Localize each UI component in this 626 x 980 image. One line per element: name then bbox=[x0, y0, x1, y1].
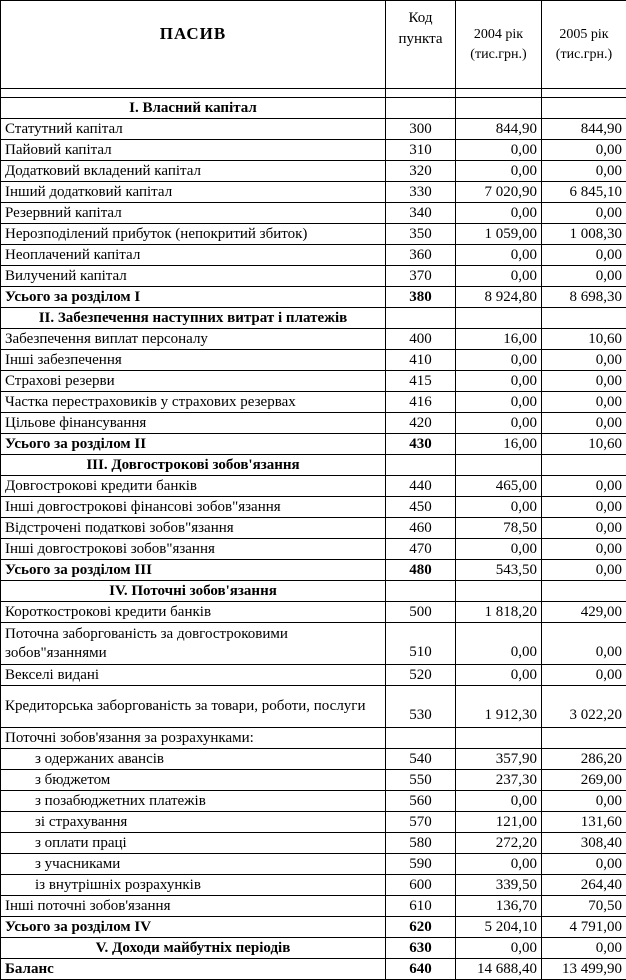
table-row bbox=[1, 539, 626, 560]
table-row bbox=[1, 791, 626, 812]
row-label: Страхові резерви bbox=[1, 371, 386, 392]
row-value-2005: 844,90 bbox=[542, 119, 626, 140]
row-value-2005: 0,00 bbox=[542, 392, 626, 413]
row-code: 470 bbox=[386, 539, 456, 560]
row-label: з одержаних авансів bbox=[1, 749, 386, 770]
row-code: 540 bbox=[386, 749, 456, 770]
row-value-2005: 4 791,00 bbox=[542, 917, 626, 938]
row-code: 350 bbox=[386, 224, 456, 245]
row-code: 330 bbox=[386, 182, 456, 203]
row-label: Інші довгострокові зобов"язання bbox=[1, 539, 386, 560]
row-label: Усього за розділом I bbox=[1, 287, 386, 308]
row-label: Інші поточні зобов'язання bbox=[1, 896, 386, 917]
row-value-2004: 0,00 bbox=[456, 665, 542, 686]
row-value-2005: 286,20 bbox=[542, 749, 626, 770]
row-value-2005: 0,00 bbox=[542, 350, 626, 371]
table-row bbox=[1, 476, 626, 497]
row-label: Баланс bbox=[1, 959, 386, 980]
row-value-2004: 0,00 bbox=[456, 938, 542, 959]
row-label: Вилучений капітал bbox=[1, 266, 386, 287]
row-value-2004: 0,00 bbox=[456, 623, 542, 665]
table-row bbox=[1, 812, 626, 833]
row-value-2004: 1 059,00 bbox=[456, 224, 542, 245]
row-value-2004: 1 912,30 bbox=[456, 686, 542, 728]
row-value-2004: 0,00 bbox=[456, 350, 542, 371]
row-code bbox=[386, 308, 456, 329]
row-code: 530 bbox=[386, 686, 456, 728]
row-label: Довгострокові кредити банків bbox=[1, 476, 386, 497]
table-row bbox=[1, 224, 626, 245]
row-code: 415 bbox=[386, 371, 456, 392]
row-label: Нерозподілений прибуток (непокритий збиток) bbox=[1, 224, 386, 245]
table-row bbox=[1, 770, 626, 791]
row-value-2005: 10,60 bbox=[542, 329, 626, 350]
row-value-2005: 0,00 bbox=[542, 476, 626, 497]
row-value-2005: 429,00 bbox=[542, 602, 626, 623]
row-value-2004 bbox=[456, 728, 542, 749]
row-label: Інші довгострокові фінансові зобов"язання bbox=[1, 497, 386, 518]
row-value-2005: 308,40 bbox=[542, 833, 626, 854]
row-value-2005 bbox=[542, 455, 626, 476]
row-value-2005 bbox=[542, 581, 626, 602]
row-code: 450 bbox=[386, 497, 456, 518]
row-label: IV. Поточні зобов'язання bbox=[1, 581, 386, 602]
row-value-2004: 0,00 bbox=[456, 791, 542, 812]
row-value-2004: 0,00 bbox=[456, 539, 542, 560]
row-value-2004: 272,20 bbox=[456, 833, 542, 854]
table-row bbox=[1, 455, 626, 476]
row-value-2004: 136,70 bbox=[456, 896, 542, 917]
row-value-2004: 465,00 bbox=[456, 476, 542, 497]
row-label: із внутрішніх розрахунків bbox=[1, 875, 386, 896]
column-header-code-line1: Код bbox=[408, 10, 433, 26]
table-row bbox=[1, 854, 626, 875]
row-value-2004 bbox=[456, 89, 542, 98]
row-code: 520 bbox=[386, 665, 456, 686]
row-label: Інші забезпечення bbox=[1, 350, 386, 371]
row-label: Частка перестраховиків у страхових резервах bbox=[1, 392, 386, 413]
row-value-2004: 0,00 bbox=[456, 266, 542, 287]
row-value-2004: 16,00 bbox=[456, 329, 542, 350]
column-header-2004-line1: 2004 рік bbox=[473, 27, 524, 42]
row-value-2004: 5 204,10 bbox=[456, 917, 542, 938]
row-value-2005: 0,00 bbox=[542, 497, 626, 518]
row-value-2005: 0,00 bbox=[542, 854, 626, 875]
row-code: 510 bbox=[386, 623, 456, 665]
row-label bbox=[1, 89, 386, 98]
table-row bbox=[1, 287, 626, 308]
row-code: 500 bbox=[386, 602, 456, 623]
row-label: Відстрочені податкові зобов"язання bbox=[1, 518, 386, 539]
row-value-2004 bbox=[456, 455, 542, 476]
table-row bbox=[1, 119, 626, 140]
row-value-2004: 1 818,20 bbox=[456, 602, 542, 623]
table-row bbox=[1, 665, 626, 686]
row-value-2005: 0,00 bbox=[542, 245, 626, 266]
table-row bbox=[1, 266, 626, 287]
table-row bbox=[1, 140, 626, 161]
row-value-2004: 78,50 bbox=[456, 518, 542, 539]
row-value-2004: 121,00 bbox=[456, 812, 542, 833]
table-row bbox=[1, 749, 626, 770]
row-value-2005: 3 022,20 bbox=[542, 686, 626, 728]
row-label: Резервний капітал bbox=[1, 203, 386, 224]
row-value-2004: 0,00 bbox=[456, 854, 542, 875]
row-label: Векселі видані bbox=[1, 665, 386, 686]
row-value-2005: 131,60 bbox=[542, 812, 626, 833]
table-row bbox=[1, 959, 626, 980]
row-value-2005: 6 845,10 bbox=[542, 182, 626, 203]
row-value-2004 bbox=[456, 98, 542, 119]
row-value-2005: 0,00 bbox=[542, 665, 626, 686]
row-value-2004: 0,00 bbox=[456, 161, 542, 182]
row-label: III. Довгострокові зобов'язання bbox=[1, 455, 386, 476]
row-label: Інший додатковий капітал bbox=[1, 182, 386, 203]
row-value-2005: 0,00 bbox=[542, 266, 626, 287]
row-code: 610 bbox=[386, 896, 456, 917]
row-code: 360 bbox=[386, 245, 456, 266]
column-header-2005-line2: (тис.грн.) bbox=[555, 46, 613, 62]
row-value-2005: 0,00 bbox=[542, 203, 626, 224]
row-label: Додатковий вкладений капітал bbox=[1, 161, 386, 182]
row-value-2004: 14 688,40 bbox=[456, 959, 542, 980]
row-value-2005: 0,00 bbox=[542, 371, 626, 392]
row-value-2005: 70,50 bbox=[542, 896, 626, 917]
row-value-2005 bbox=[542, 89, 626, 98]
table-row bbox=[1, 245, 626, 266]
row-code: 380 bbox=[386, 287, 456, 308]
row-code: 410 bbox=[386, 350, 456, 371]
table-row bbox=[1, 686, 626, 728]
row-code: 416 bbox=[386, 392, 456, 413]
row-value-2004: 844,90 bbox=[456, 119, 542, 140]
row-value-2005 bbox=[542, 98, 626, 119]
row-value-2005: 0,00 bbox=[542, 539, 626, 560]
row-label: Статутний капітал bbox=[1, 119, 386, 140]
row-value-2005 bbox=[542, 728, 626, 749]
row-value-2004 bbox=[456, 581, 542, 602]
row-value-2004: 0,00 bbox=[456, 413, 542, 434]
table-row bbox=[1, 623, 626, 665]
row-label: з оплати праці bbox=[1, 833, 386, 854]
row-label: Усього за розділом IV bbox=[1, 917, 386, 938]
table-row bbox=[1, 203, 626, 224]
row-code: 550 bbox=[386, 770, 456, 791]
row-value-2004: 543,50 bbox=[456, 560, 542, 581]
table-header-row bbox=[1, 1, 626, 89]
row-code: 620 bbox=[386, 917, 456, 938]
table-row bbox=[1, 938, 626, 959]
table-row bbox=[1, 329, 626, 350]
table-row bbox=[1, 371, 626, 392]
row-label: Поточні зобов'язання за розрахунками: bbox=[1, 728, 386, 749]
row-value-2004: 0,00 bbox=[456, 497, 542, 518]
table-row bbox=[1, 560, 626, 581]
row-label: Забезпечення виплат персоналу bbox=[1, 329, 386, 350]
row-value-2005: 0,00 bbox=[542, 140, 626, 161]
row-label: зі страхування bbox=[1, 812, 386, 833]
table-row bbox=[1, 518, 626, 539]
column-header-passive: ПАСИВ bbox=[1, 1, 386, 89]
row-code bbox=[386, 455, 456, 476]
row-code: 630 bbox=[386, 938, 456, 959]
row-label: Цільове фінансування bbox=[1, 413, 386, 434]
table-row bbox=[1, 602, 626, 623]
row-value-2005: 8 698,30 bbox=[542, 287, 626, 308]
row-code: 370 bbox=[386, 266, 456, 287]
row-label: Неоплачений капітал bbox=[1, 245, 386, 266]
row-value-2004: 0,00 bbox=[456, 203, 542, 224]
row-code: 320 bbox=[386, 161, 456, 182]
row-label: Усього за розділом III bbox=[1, 560, 386, 581]
column-header-2004-line2: (тис.грн.) bbox=[470, 46, 527, 62]
column-header-code bbox=[386, 1, 456, 89]
row-code: 430 bbox=[386, 434, 456, 455]
table-row bbox=[1, 497, 626, 518]
row-value-2005: 13 499,90 bbox=[542, 959, 626, 980]
row-code: 460 bbox=[386, 518, 456, 539]
table-row bbox=[1, 896, 626, 917]
row-code bbox=[386, 89, 456, 98]
row-value-2005 bbox=[542, 308, 626, 329]
row-code: 340 bbox=[386, 203, 456, 224]
row-label: з бюджетом bbox=[1, 770, 386, 791]
row-value-2004: 8 924,80 bbox=[456, 287, 542, 308]
row-code: 640 bbox=[386, 959, 456, 980]
table-row bbox=[1, 392, 626, 413]
row-value-2005: 0,00 bbox=[542, 413, 626, 434]
row-label: I. Власний капітал bbox=[1, 98, 386, 119]
row-value-2005: 10,60 bbox=[542, 434, 626, 455]
row-code: 600 bbox=[386, 875, 456, 896]
row-label: Усього за розділом II bbox=[1, 434, 386, 455]
row-code: 590 bbox=[386, 854, 456, 875]
row-value-2004: 357,90 bbox=[456, 749, 542, 770]
row-code: 570 bbox=[386, 812, 456, 833]
row-value-2004: 237,30 bbox=[456, 770, 542, 791]
row-label: Кредиторська заборгованість за товари, роботи, послуги bbox=[1, 686, 386, 728]
table-body bbox=[1, 89, 626, 980]
row-code: 580 bbox=[386, 833, 456, 854]
row-value-2005: 0,00 bbox=[542, 791, 626, 812]
table-row bbox=[1, 413, 626, 434]
row-code: 420 bbox=[386, 413, 456, 434]
row-code: 310 bbox=[386, 140, 456, 161]
row-value-2004: 0,00 bbox=[456, 140, 542, 161]
row-value-2004: 7 020,90 bbox=[456, 182, 542, 203]
table-row bbox=[1, 161, 626, 182]
table-row bbox=[1, 89, 626, 98]
row-label: з учасниками bbox=[1, 854, 386, 875]
row-code bbox=[386, 98, 456, 119]
row-code: 560 bbox=[386, 791, 456, 812]
column-header-2004 bbox=[456, 1, 542, 89]
table-row bbox=[1, 917, 626, 938]
row-label: V. Доходи майбутніх періодів bbox=[1, 938, 386, 959]
row-label: Пайовий капітал bbox=[1, 140, 386, 161]
table-row bbox=[1, 728, 626, 749]
row-code bbox=[386, 728, 456, 749]
row-label: II. Забезпечення наступних витрат і платежів bbox=[1, 308, 386, 329]
row-value-2004: 0,00 bbox=[456, 392, 542, 413]
row-value-2005: 0,00 bbox=[542, 518, 626, 539]
row-value-2005: 264,40 bbox=[542, 875, 626, 896]
row-code: 300 bbox=[386, 119, 456, 140]
column-header-2005 bbox=[542, 1, 626, 89]
row-value-2004 bbox=[456, 308, 542, 329]
row-label: Поточна заборгованість за довгостроковими зобов"язаннями bbox=[1, 623, 386, 665]
row-value-2005: 0,00 bbox=[542, 623, 626, 665]
table-row bbox=[1, 350, 626, 371]
row-value-2004: 0,00 bbox=[456, 371, 542, 392]
row-value-2004: 0,00 bbox=[456, 245, 542, 266]
row-code: 400 bbox=[386, 329, 456, 350]
row-value-2005: 0,00 bbox=[542, 161, 626, 182]
column-header-code-line2: пункта bbox=[398, 30, 443, 47]
row-code: 440 bbox=[386, 476, 456, 497]
row-value-2005: 269,00 bbox=[542, 770, 626, 791]
row-code bbox=[386, 581, 456, 602]
table-row bbox=[1, 308, 626, 329]
row-value-2005: 0,00 bbox=[542, 938, 626, 959]
row-label: Короткострокові кредити банків bbox=[1, 602, 386, 623]
row-value-2004: 339,50 bbox=[456, 875, 542, 896]
row-value-2005: 0,00 bbox=[542, 560, 626, 581]
row-label: з позабюджетних платежів bbox=[1, 791, 386, 812]
table-row bbox=[1, 434, 626, 455]
table-row bbox=[1, 581, 626, 602]
row-value-2004: 16,00 bbox=[456, 434, 542, 455]
table-row bbox=[1, 182, 626, 203]
table-row bbox=[1, 875, 626, 896]
table-row bbox=[1, 833, 626, 854]
row-value-2005: 1 008,30 bbox=[542, 224, 626, 245]
row-code: 480 bbox=[386, 560, 456, 581]
column-header-2005-line1: 2005 рік bbox=[559, 27, 609, 42]
table-row bbox=[1, 98, 626, 119]
